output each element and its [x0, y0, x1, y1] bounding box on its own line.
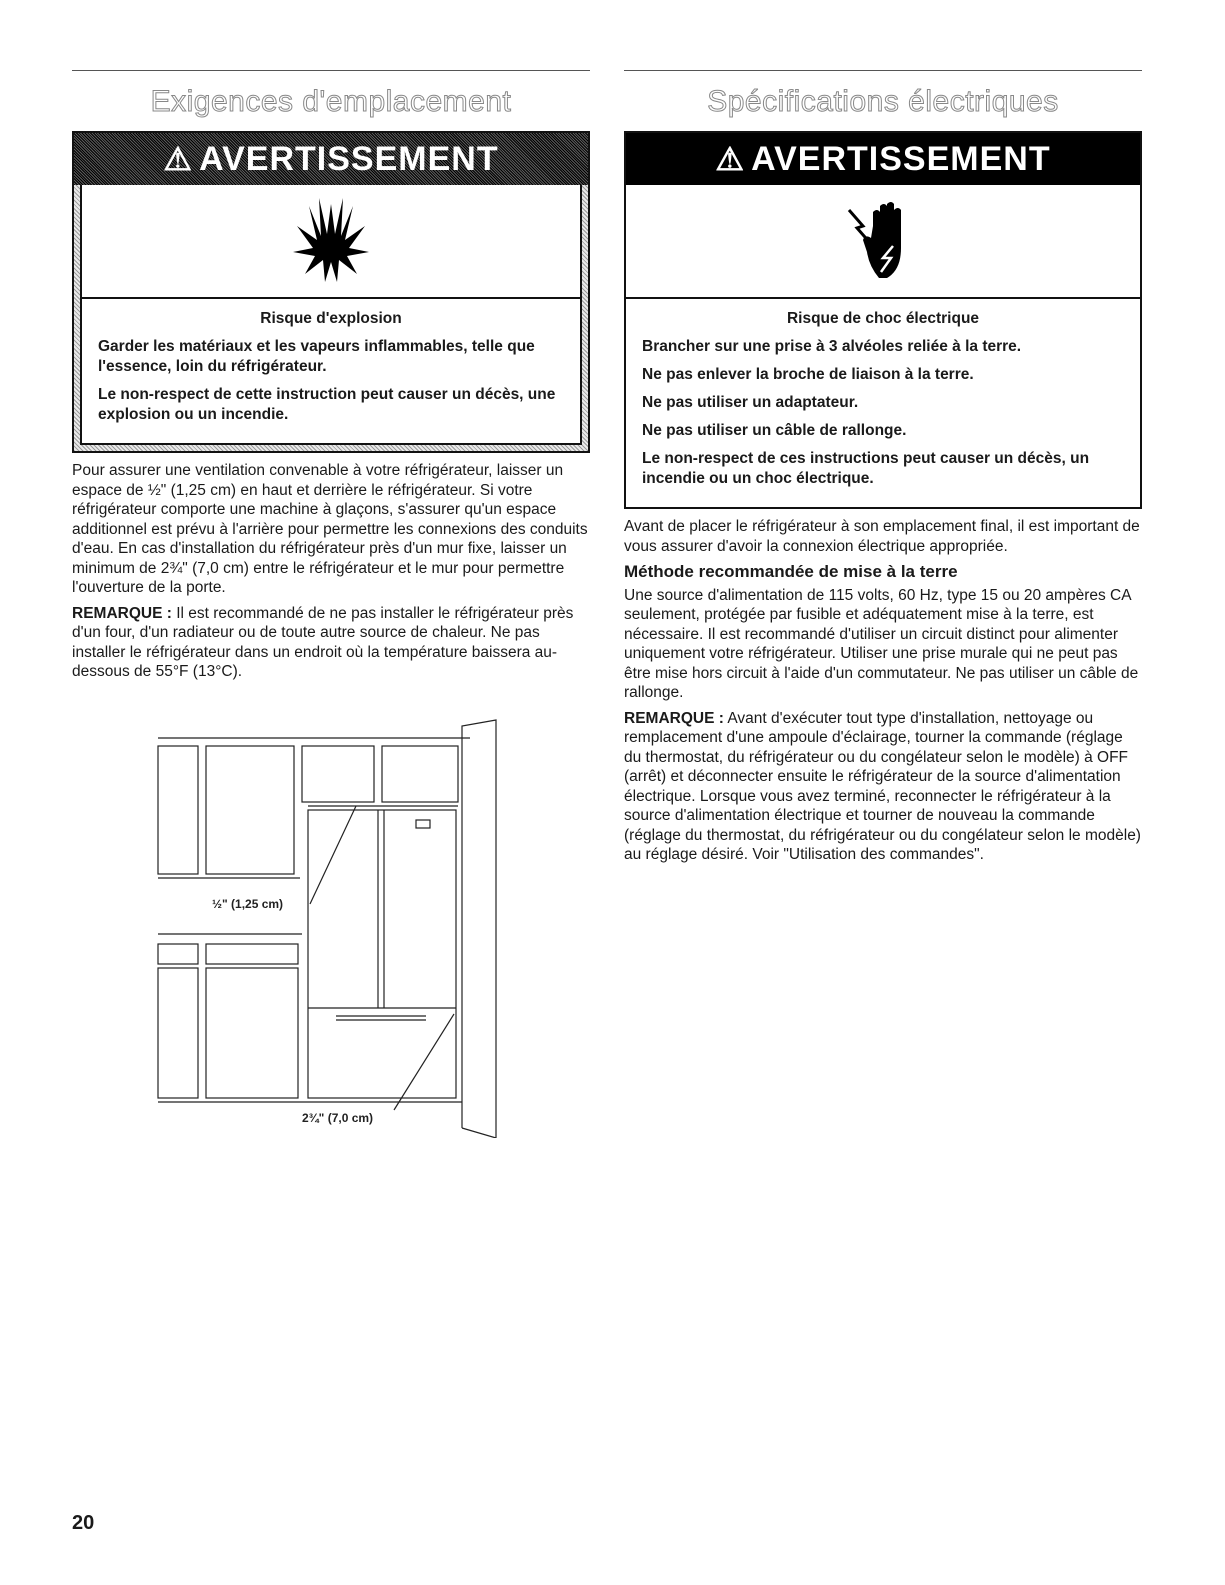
section-title: Exigences d'emplacement: [150, 85, 512, 118]
section-rule: [624, 70, 1142, 71]
warning-triangle-icon: ⚠: [715, 141, 746, 177]
refrigerator-clearance-diagram: [150, 718, 510, 1138]
note-label: REMARQUE :: [72, 604, 172, 622]
note-text: Avant d'exécuter tout type d'installation, nettoyage ou remplacement d'une ampoule d'éclairage, tourner la commande (réglage du thermostat, du réfrigérateur ou du congélateur selon le modèle) à OFF (arrêt) et déconnecter ensuite le réfrigérateur de la source d'alimentation électrique. Lorsque vous avez terminé, reconnecter le réfrigérateur à la source d'alimentation électrique et tourner de nouveau la commande (réglage du thermostat, du réfrigérateur ou du congélateur selon le modèle) au réglage désiré. Voir "Utilisation des commandes".: [624, 709, 1141, 863]
right-column: [624, 70, 1142, 871]
paragraph: Avant de placer le réfrigérateur à son emplacement final, il est important de vous assurer d'avoir la connexion électrique appropriée.: [624, 518, 1140, 555]
electrical-text: [624, 517, 1142, 865]
warning-header: [626, 133, 1140, 185]
paragraph: Une source d'alimentation de 115 volts, 60 Hz, type 15 ou 20 ampères CA seulement, protégée par fusible et adéquatement mise à la terre, est nécessaire. Il est recommandé d'utiliser un circuit distinct pour alimenter uniquement votre réfrigérateur. Utiliser une prise murale qui ne peut pas être mise hors circuit à l'aide d'un commutateur. Ne pas utiliser un câble de rallonge.: [624, 586, 1139, 701]
electric-shock-hand-icon: [626, 185, 1140, 299]
warning-body: [626, 299, 1140, 507]
note-paragraph: [72, 604, 590, 682]
warning-line: Ne pas utiliser un câble de rallonge.: [642, 422, 907, 439]
top-clearance-label: ½" (1,25 cm): [212, 897, 284, 911]
note-label: REMARQUE :: [624, 709, 724, 727]
risk-title: Risque d'explosion: [260, 310, 402, 327]
warning-line: Ne pas utiliser un adaptateur.: [642, 394, 859, 411]
risk-title: Risque de choc électrique: [786, 310, 980, 327]
warning-header-text: AVERTISSEMENT: [751, 139, 1051, 178]
page-number: 20: [72, 1512, 95, 1534]
warning-body: [80, 299, 582, 445]
explosion-icon: [80, 185, 582, 299]
warning-header-text: AVERTISSEMENT: [199, 139, 499, 178]
warning-line: Ne pas enlever la broche de liaison à la terre.: [642, 366, 974, 383]
warning-line: Le non-respect de cette instruction peut causer un décès, une explosion ou un incendie.: [98, 386, 556, 423]
warning-line: Brancher sur une prise à 3 alvéoles reliée à la terre.: [642, 338, 1022, 355]
warning-triangle-icon: ⚠: [163, 141, 194, 177]
explosion-warning-box: [72, 131, 590, 453]
note-paragraph: [624, 709, 1142, 865]
side-clearance-label: 2¾" (7,0 cm): [302, 1111, 374, 1125]
subheading: Méthode recommandée de mise à la terre: [624, 562, 958, 581]
note-text: Il est recommandé de ne pas installer le réfrigérateur près d'un four, d'un radiateur ou de toute autre source de chaleur. Ne pas installer le réfrigérateur dans un endroit où la température baissera au-dessous de 55°F (13°C).: [72, 604, 574, 680]
section-title: Spécifications électriques: [707, 85, 1059, 118]
left-column: [72, 70, 590, 688]
location-text: [72, 461, 590, 682]
paragraph: Pour assurer une ventilation convenable à votre réfrigérateur, laisser un espace de ½" (1,25 cm) en haut et derrière le réfrigérateur. Si votre réfrigérateur comporte une machine à glaçons, s'assurer qu'un espace additionnel est prévu à l'arrière pour permettre les connexions des conduits d'eau. En cas d'installation du réfrigérateur près d'un mur fixe, laisser un minimum de 2¾" (7,0 cm) entre le réfrigérateur et le mur pour permettre l'ouverture de la porte.: [72, 462, 588, 596]
warning-header: [74, 133, 588, 185]
warning-line: Le non-respect de ces instructions peut causer un décès, un incendie ou un choc électrique.: [642, 450, 1090, 487]
electric-warning-box: [624, 131, 1142, 509]
section-rule: [72, 70, 590, 71]
warning-line: Garder les matériaux et les vapeurs inflammables, telle que l'essence, loin du réfrigérateur.: [98, 338, 535, 375]
